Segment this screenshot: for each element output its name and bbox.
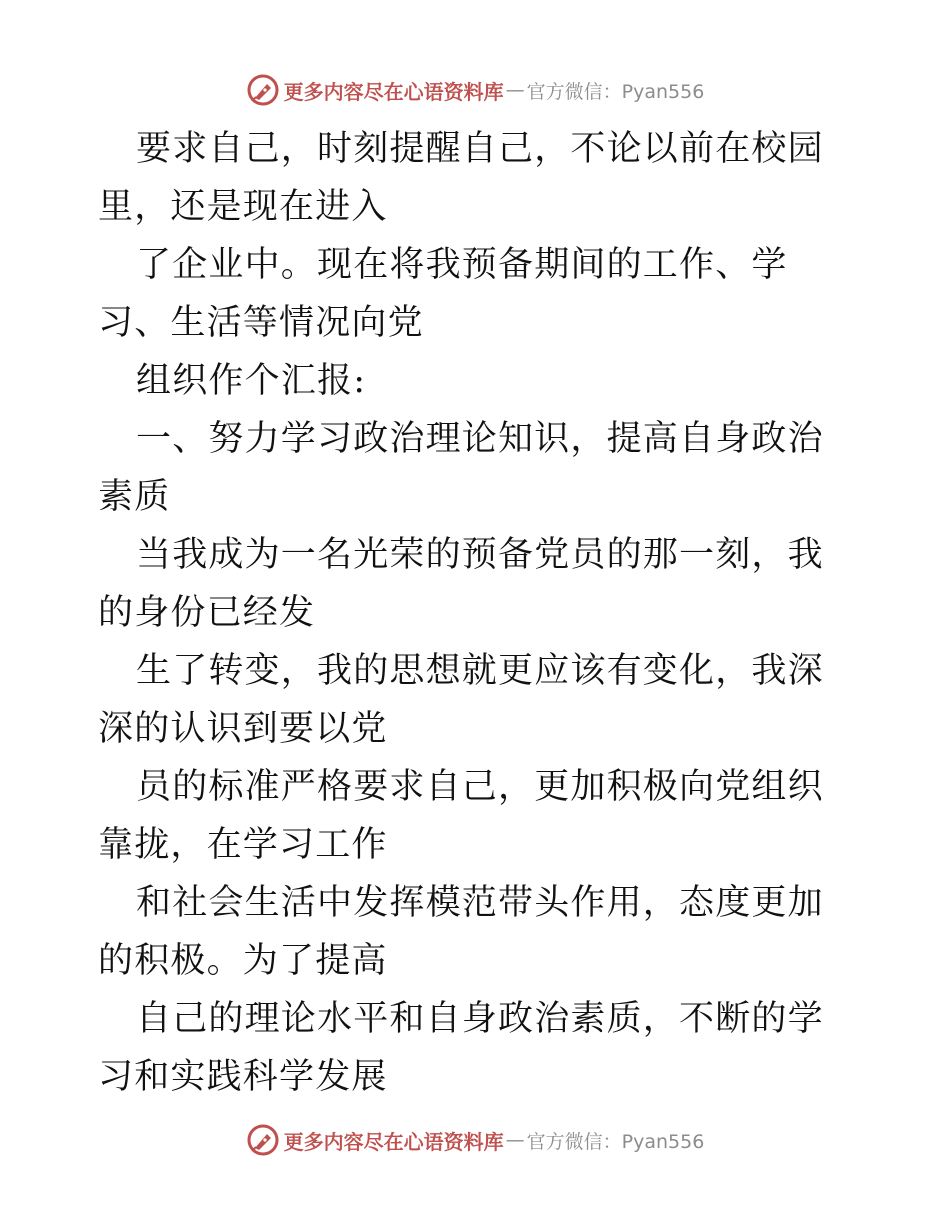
banner-separator: — (505, 79, 525, 101)
document-body (98, 120, 858, 1106)
paragraph: 生了转变，我的思想就更应该有变化，我深深的认识到要以党 (98, 651, 824, 749)
pen-nib-circle-icon (246, 73, 280, 107)
paragraph: 当我成为一名光荣的预备党员的那一刻，我的身份已经发 (98, 535, 824, 633)
banner-separator: — (505, 1129, 525, 1151)
banner-title: 更多内容尽在心语资料库 (283, 79, 504, 104)
banner-contact: 官方微信：Pyan556 (526, 80, 705, 103)
banner-title: 更多内容尽在心语资料库 (283, 1129, 504, 1154)
page-footer-banner (0, 1120, 950, 1160)
paragraph: 和社会生活中发挥模范带头作用，态度更加的积极。为了提高 (98, 883, 824, 981)
section-heading: 一、努力学习政治理论知识，提高自身政治素质 (98, 419, 824, 517)
paragraph: 自己的理论水平和自身政治素质，不断的学习和实践科学发展 (98, 999, 824, 1097)
paragraph: 了企业中。现在将我预备期间的工作、学习、生活等情况向党 (98, 245, 788, 343)
paragraph: 要求自己，时刻提醒自己，不论以前在校园里，还是现在进入 (98, 129, 824, 227)
pen-nib-circle-icon (246, 1123, 280, 1157)
paragraph: 员的标准严格要求自己，更加积极向党组织靠拢，在学习工作 (98, 767, 824, 865)
paragraph: 组织作个汇报: (136, 361, 367, 401)
page-header-banner (0, 70, 950, 110)
banner-contact: 官方微信：Pyan556 (526, 1130, 705, 1153)
